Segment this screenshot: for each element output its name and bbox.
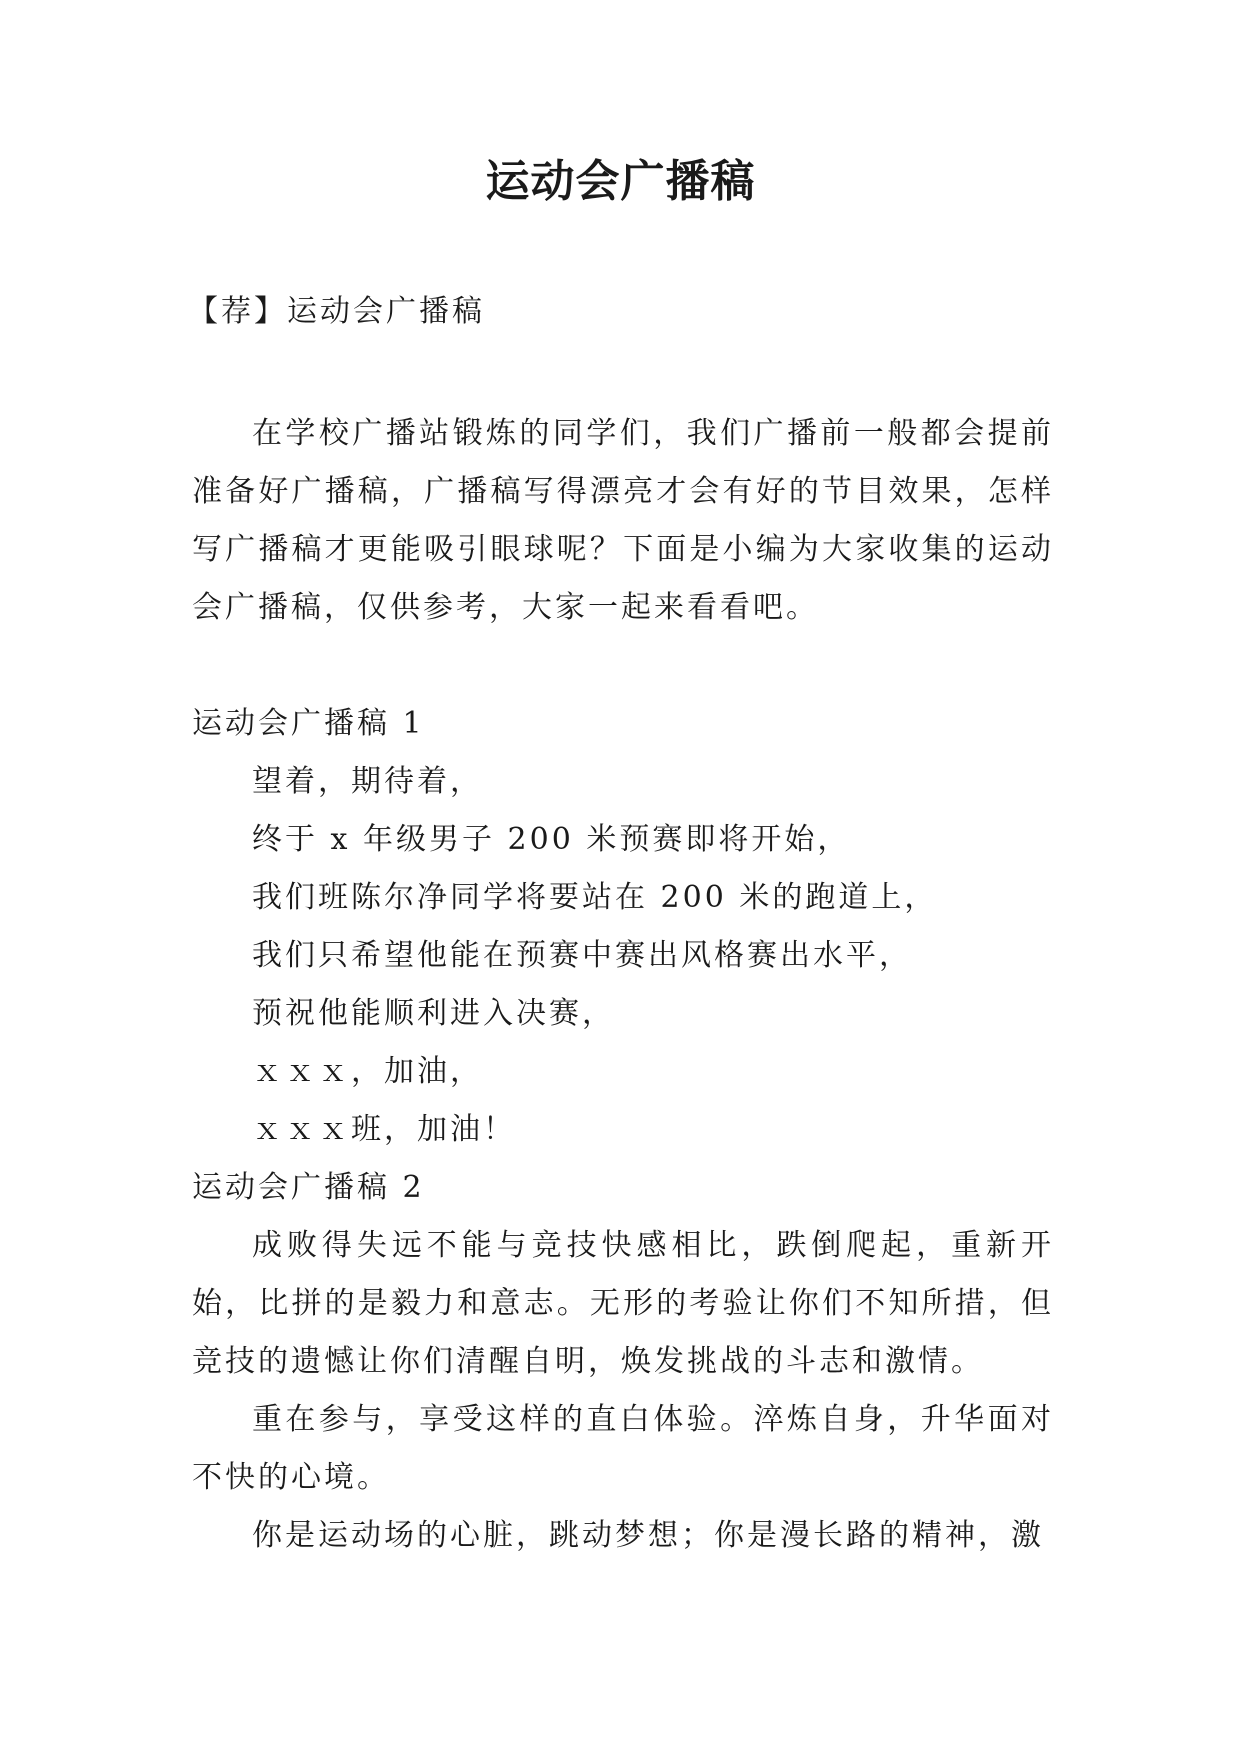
intro-paragraph: 在学校广播站锻炼的同学们，我们广播前一般都会提前准备好广播稿，广播稿写得漂亮才会有好的节目效果，怎样写广播稿才更能吸引眼球呢？下面是小编为大家收集的运动会广播稿，仅供参考，大家一起来看看吧。: [192, 416, 1054, 625]
section-2-heading: 运动会广播稿 2: [192, 1170, 425, 1205]
section-1-line: 终于 x 年级男子 200 米预赛即将开始，: [252, 822, 851, 857]
document-title: 运动会广播稿: [485, 156, 756, 207]
document-subtitle: 【荐】运动会广播稿: [188, 294, 485, 329]
paragraph-spacer: [192, 637, 1054, 695]
section-1-line: 预祝他能顺利进入决赛，: [252, 996, 615, 1031]
section-1-line: ｘｘｘ班，加油！: [252, 1112, 516, 1147]
section-2-paragraph: 你是运动场的心脏，跳动梦想；你是漫长路的精神，激: [252, 1518, 1044, 1553]
section-1-line: 望着，期待着，: [252, 764, 483, 799]
section-1-line: 我们班陈尔净同学将要站在 200 米的跑道上，: [252, 880, 938, 915]
section-2-paragraph: 重在参与，享受这样的直白体验。淬炼自身，升华面对不快的心境。: [192, 1402, 1054, 1495]
section-1-line: 我们只希望他能在预赛中赛出风格赛出水平，: [252, 938, 912, 973]
section-2-paragraph: 成败得失远不能与竞技快感相比，跌倒爬起，重新开始，比拼的是毅力和意志。无形的考验让你们不知所措，但竞技的遗憾让你们清醒自明，焕发挑战的斗志和激情。: [192, 1228, 1054, 1379]
section-1-line: ｘｘｘ，加油，: [252, 1054, 483, 1089]
section-1-heading: 运动会广播稿 1: [192, 706, 425, 741]
document-body: [192, 405, 1054, 1565]
